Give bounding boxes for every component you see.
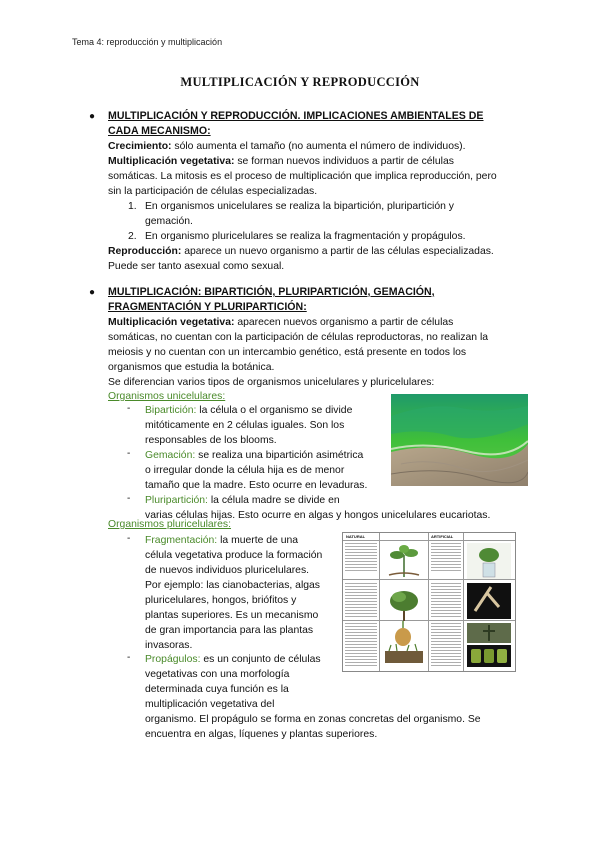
bullet-marker: ● bbox=[89, 111, 96, 122]
gemacion-text: se realiza una bipartición asimétrica bbox=[195, 450, 364, 461]
mv-paragraph-line1 bbox=[108, 154, 454, 169]
table-header-natural: NATURAL bbox=[346, 534, 366, 539]
fragmentacion-line7: de gran importancia para las plantas bbox=[145, 625, 314, 636]
cutting-in-water-illustration bbox=[467, 543, 511, 579]
fragmentacion-line6: plantas superiores. Es un mecanismo bbox=[145, 610, 319, 621]
section1-heading-line2: CADA MECANISMO: bbox=[108, 125, 211, 137]
list-item-1-line2: gemación. bbox=[145, 216, 193, 227]
propagulos-line1 bbox=[145, 652, 321, 667]
pluriparticion-label: Pluripartición: bbox=[145, 495, 208, 506]
mv-text: se forman nuevos individuos a partir de células bbox=[234, 156, 454, 167]
bullet-marker: ● bbox=[89, 287, 96, 298]
fragmentacion-line1 bbox=[145, 533, 298, 548]
reproduccion-line2: Puede ser tanto asexual como sexual. bbox=[108, 261, 285, 272]
table-cell-text bbox=[431, 583, 461, 617]
gemacion-label: Gemación: bbox=[145, 450, 196, 461]
biparticion-label: Bipartición: bbox=[145, 405, 197, 416]
page-header: Tema 4: reproducción y multiplicación bbox=[72, 37, 223, 47]
mv2-paragraph-line1 bbox=[108, 315, 453, 330]
fragmentacion-label: Fragmentación: bbox=[145, 535, 218, 546]
propagation-table-figure bbox=[342, 532, 516, 672]
pluriparticion-text: la célula madre se divide en bbox=[207, 495, 340, 506]
diff-paragraph: Se diferencian varios tipos de organismos unicelulares y pluricelulares: bbox=[108, 377, 435, 388]
mv2-paragraph-line2: somáticas, no cuentan con la participación de células reproductoras, no realizan la bbox=[108, 332, 489, 343]
dash-marker: - bbox=[127, 448, 131, 459]
biparticion-line2: mitóticamente en 2 células iguales. Son los bbox=[145, 420, 345, 431]
gemacion-line3: tamaño que la madre. Esto ocurre en levaduras. bbox=[145, 480, 368, 491]
mv-paragraph-line3: sin la participación de células especializadas. bbox=[108, 186, 318, 197]
fragmentacion-line3: de nuevos individuos pluricelulares. bbox=[145, 565, 310, 576]
reproduccion-label: Reproducción: bbox=[108, 246, 182, 257]
artificial-propagation-illustrations bbox=[465, 541, 513, 669]
dash-marker: - bbox=[127, 533, 131, 544]
list-item-number: 1. bbox=[128, 201, 137, 212]
fragmentacion-line5: pluricelulares, hongos, briófitos y bbox=[145, 595, 297, 606]
gemacion-line1 bbox=[145, 448, 363, 463]
table-column-divider bbox=[428, 533, 429, 671]
mv2-text: aparecen nuevos organismo a partir de células bbox=[234, 317, 454, 328]
mv2-paragraph-line3: meiosis y no cuentan con un intercambio genético, está presente en todos los bbox=[108, 347, 467, 358]
table-cell-text bbox=[345, 583, 377, 617]
table-cell-text bbox=[345, 543, 377, 573]
mv2-paragraph-line4: organismos que estudia la botánica. bbox=[108, 362, 275, 373]
biparticion-line1 bbox=[145, 403, 352, 418]
section2-heading-line1: MULTIPLICACIÓN: BIPARTICIÓN, PLURIPARTICIÓN, GEMACIÓN, bbox=[108, 286, 435, 298]
table-cell-text bbox=[431, 543, 461, 573]
fragmentacion-line4: Por ejemplo: las cianobacterias, algas bbox=[145, 580, 321, 591]
dash-marker: - bbox=[127, 652, 131, 663]
table-column-divider bbox=[379, 533, 380, 671]
table-cell-text bbox=[345, 623, 377, 667]
table-cell-text bbox=[431, 623, 461, 667]
pluriparticion-line2: varias células hijas. Esto ocurre en algas y hongos unicelulares eucariotas. bbox=[145, 510, 491, 521]
plant-propagation-illustrations bbox=[381, 541, 427, 669]
propagulos-line4: multiplicación vegetativa del bbox=[145, 699, 275, 710]
page-title: MULTIPLICACIÓN Y REPRODUCCIÓN bbox=[180, 75, 420, 89]
propagulos-line5: organismo. El propágulo se forma en zonas concretas del organismo. Se bbox=[145, 714, 481, 725]
table-header-artificial: ARTIFICIAL bbox=[431, 534, 454, 539]
unicelulares-heading: Organismos unicelulares: bbox=[108, 391, 226, 402]
pluriparticion-line1 bbox=[145, 493, 340, 508]
mv-label: Multiplicación vegetativa: bbox=[108, 156, 235, 167]
biparticion-line3: responsables de los blooms. bbox=[145, 435, 277, 446]
plant-leafy-illustration bbox=[390, 591, 418, 621]
fragmentacion-line2: célula vegetativa produce la formación bbox=[145, 550, 323, 561]
propagulos-label: Propágulos: bbox=[145, 654, 201, 665]
in-vitro-jars-illustration bbox=[467, 645, 511, 667]
gemacion-line2: o irregular donde la célula hija es de menor bbox=[145, 465, 345, 476]
reproduccion-text: aparece un nuevo organismo a partir de las células especializadas. bbox=[181, 246, 494, 257]
mv-paragraph-line2: somáticas. La mitosis es el proceso de multiplicación que implica reproducción, pero bbox=[108, 171, 497, 182]
algae-bloom-illustration bbox=[391, 394, 528, 486]
propagulos-line6: encuentra en algas, líquenes y plantas superiores. bbox=[145, 729, 378, 740]
list-item-number: 2. bbox=[128, 231, 137, 242]
section2-heading-line2: FRAGMENTACIÓN Y PLURIPARTICIÓN: bbox=[108, 301, 307, 313]
propagulos-text: es un conjunto de células bbox=[200, 654, 321, 665]
crecimiento-label: Crecimiento: bbox=[108, 141, 172, 152]
table-column-divider bbox=[463, 533, 464, 671]
crecimiento-text: sólo aumenta el tamaño (no aumenta el número de individuos). bbox=[171, 141, 466, 152]
list-item-2-line1: En organismo pluricelulares se realiza la fragmentación y propágulos. bbox=[145, 231, 466, 242]
biparticion-text: la célula o el organismo se divide bbox=[196, 405, 353, 416]
plant-bulb-illustration bbox=[385, 621, 423, 663]
root-cutting-illustration bbox=[467, 583, 511, 619]
mv2-label: Multiplicación vegetativa: bbox=[108, 317, 235, 328]
fragmentacion-line8: invasoras. bbox=[145, 640, 193, 651]
plant-stolon-illustration bbox=[389, 545, 419, 577]
fragmentacion-text: la muerte de una bbox=[217, 535, 299, 546]
list-item-1-line1: En organismos unicelulares se realiza la bipartición, pluripartición y bbox=[145, 201, 454, 212]
pluricelulares-heading: Organismos pluricelulares: bbox=[108, 519, 232, 530]
reproduccion-paragraph bbox=[108, 244, 494, 259]
dash-marker: - bbox=[127, 493, 131, 504]
algae-bloom-photo bbox=[391, 394, 528, 486]
propagulos-line3: determinada cuya función es la bbox=[145, 684, 289, 695]
crecimiento-paragraph bbox=[108, 139, 466, 154]
section1-heading-line1: MULTIPLICACIÓN Y REPRODUCCIÓN. IMPLICACIONES AMBIENTALES DE bbox=[108, 110, 484, 122]
dash-marker: - bbox=[127, 403, 131, 414]
propagulos-line2: vegetativas con una morfología bbox=[145, 669, 290, 680]
grafting-illustration bbox=[467, 623, 511, 643]
